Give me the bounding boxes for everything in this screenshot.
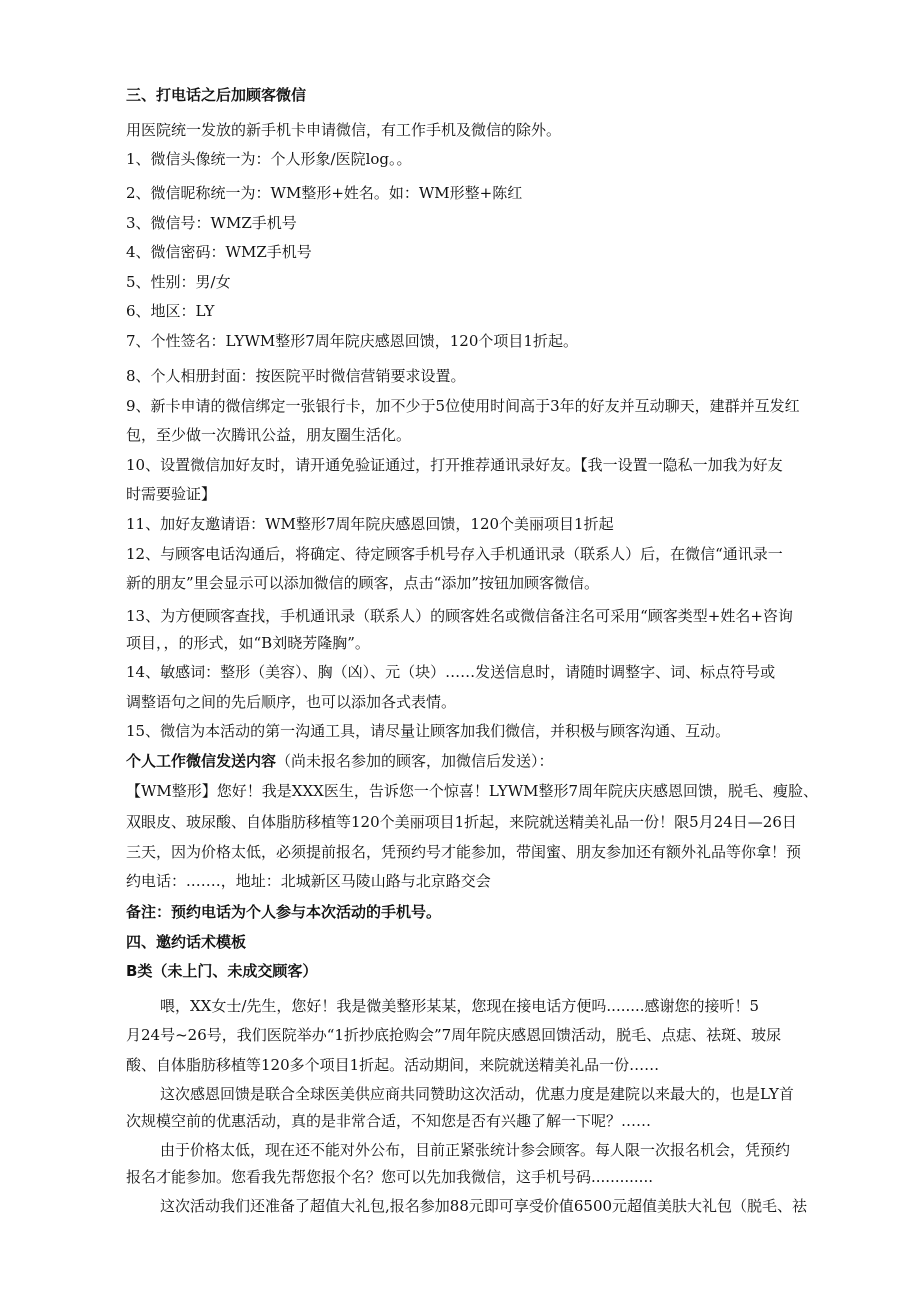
- script-line: 次规模空前的优惠活动，真的是非常合适，不知您是否有兴趣了解一下呢？……: [126, 1112, 652, 1130]
- script-line: 喂，XX女士/先生，您好！我是微美整形某某，您现在接电话方便吗........感谢您的接听！5: [160, 997, 760, 1015]
- list-item-continued: 项目，，的形式，如“B刘晓芳隆胸”。: [126, 634, 370, 652]
- personal-wechat-title-rest: （尚未报名参加的顾客，加微信后发送）：: [276, 752, 554, 770]
- list-item-continued: 调整语句之间的先后顺序，也可以添加各式表情。: [126, 693, 457, 711]
- message-line: 双眼皮、玻尿酸、自体脂肪移植等120个美丽项目1折起，来院就送精美礼品一份！限5月24日—26日: [126, 813, 797, 831]
- section-4-subheading: B类（未上门、未成交顾客）: [126, 962, 318, 980]
- list-item-continued: 包，至少做一次腾讯公益，朋友圈生活化。: [126, 426, 412, 444]
- list-item-continued: 时需要验证】: [126, 485, 217, 503]
- script-line: 这次活动我们还准备了超值大礼包,报名参加88元即可享受价值6500元超值美肤大礼包（脱毛、祛: [160, 1197, 808, 1215]
- list-item: 13、为方便顾客查找，手机通讯录（联系人）的顾客姓名或微信备注名可采用“顾客类型+姓名+咨询: [126, 607, 793, 625]
- section-4-heading: 四、邀约话术模板: [126, 933, 247, 951]
- message-line: 三天，因为价格太低，必须提前报名，凭预约号才能参加，带闺蜜、朋友参加还有额外礼品等你拿！预: [126, 843, 802, 861]
- list-item: 15、微信为本活动的第一沟通工具，请尽量让顾客加我们微信，并积极与顾客沟通、互动。: [126, 722, 731, 740]
- script-line: 由于价格太低，现在还不能对外公布，目前正紧张统计参会顾客。每人限一次报名机会，凭预约: [160, 1141, 791, 1159]
- list-item: 7、个性签名：LYWM整形7周年院庆感恩回馈，120个项目1折起。: [126, 332, 578, 350]
- list-item-continued: 新的朋友”里会显示可以添加微信的顾客，点击“添加”按钮加顾客微信。: [126, 574, 600, 592]
- script-line: 这次感恩回馈是联合全球医美供应商共同赞助这次活动，优惠力度是建院以来最大的，也是LY首: [160, 1085, 794, 1103]
- list-item: 2、微信昵称统一为：WM整形+姓名。如：WM形整+陈红: [126, 184, 523, 202]
- personal-wechat-title: [126, 751, 826, 771]
- script-line: 酸、自体脂肪移植等120多个项目1折起。活动期间，来院就送精美礼品一份……: [126, 1056, 660, 1074]
- list-item: 3、微信号：WMZ手机号: [126, 214, 297, 232]
- list-item: 5、性别：男/女: [126, 273, 231, 291]
- note-text: 备注：预约电话为个人参与本次活动的手机号。: [126, 903, 442, 921]
- list-item: 6、地区：LY: [126, 302, 215, 320]
- list-item: 9、新卡申请的微信绑定一张银行卡，加不少于5位使用时间高于3年的好友并互动聊天，建群并互发红: [126, 397, 800, 415]
- list-item: 4、微信密码：WMZ手机号: [126, 243, 312, 261]
- list-item: 1、微信头像统一为：个人形象/医院log。。: [126, 150, 412, 168]
- list-item: 12、与顾客电话沟通后，将确定、待定顾客手机号存入手机通讯录（联系人）后，在微信“通讯录一: [126, 545, 783, 563]
- script-line: 月24号~26号，我们医院举办“1折抄底抢购会”7周年院庆感恩回馈活动，脱毛、点痣、祛斑、玻尿: [126, 1026, 782, 1044]
- list-item: 11、加好友邀请语：WM整形7周年院庆感恩回馈，120个美丽项目1折起: [126, 515, 614, 533]
- list-item: 8、个人相册封面：按医院平时微信营销要求设置。: [126, 367, 466, 385]
- script-line: 报名才能参加。您看我先帮您报个名？您可以先加我微信，这手机号码.............: [126, 1168, 653, 1186]
- section-3-intro: 用医院统一发放的新手机卡申请微信，有工作手机及微信的除外。: [126, 121, 562, 139]
- section-3-heading: 三、打电话之后加顾客微信: [126, 86, 307, 104]
- personal-wechat-title-bold: 个人工作微信发送内容: [126, 752, 277, 770]
- list-item: 10、设置微信加好友时，请开通免验证通过，打开推荐通讯录好友。【我一设置一隐私一加我为好友: [126, 456, 783, 474]
- message-line: 约电话：.……，地址：北城新区马陵山路与北京路交会: [126, 872, 491, 890]
- list-item: 14、敏感词：整形（美容）、胸（凶）、元（块）……发送信息时，请随时调整字、词、标点符号或: [126, 663, 776, 681]
- message-line: 【WM整形】您好！我是XXX医生，告诉您一个惊喜！LYWM整形7周年院庆庆感恩回馈，脱毛、瘦脸、: [126, 782, 819, 800]
